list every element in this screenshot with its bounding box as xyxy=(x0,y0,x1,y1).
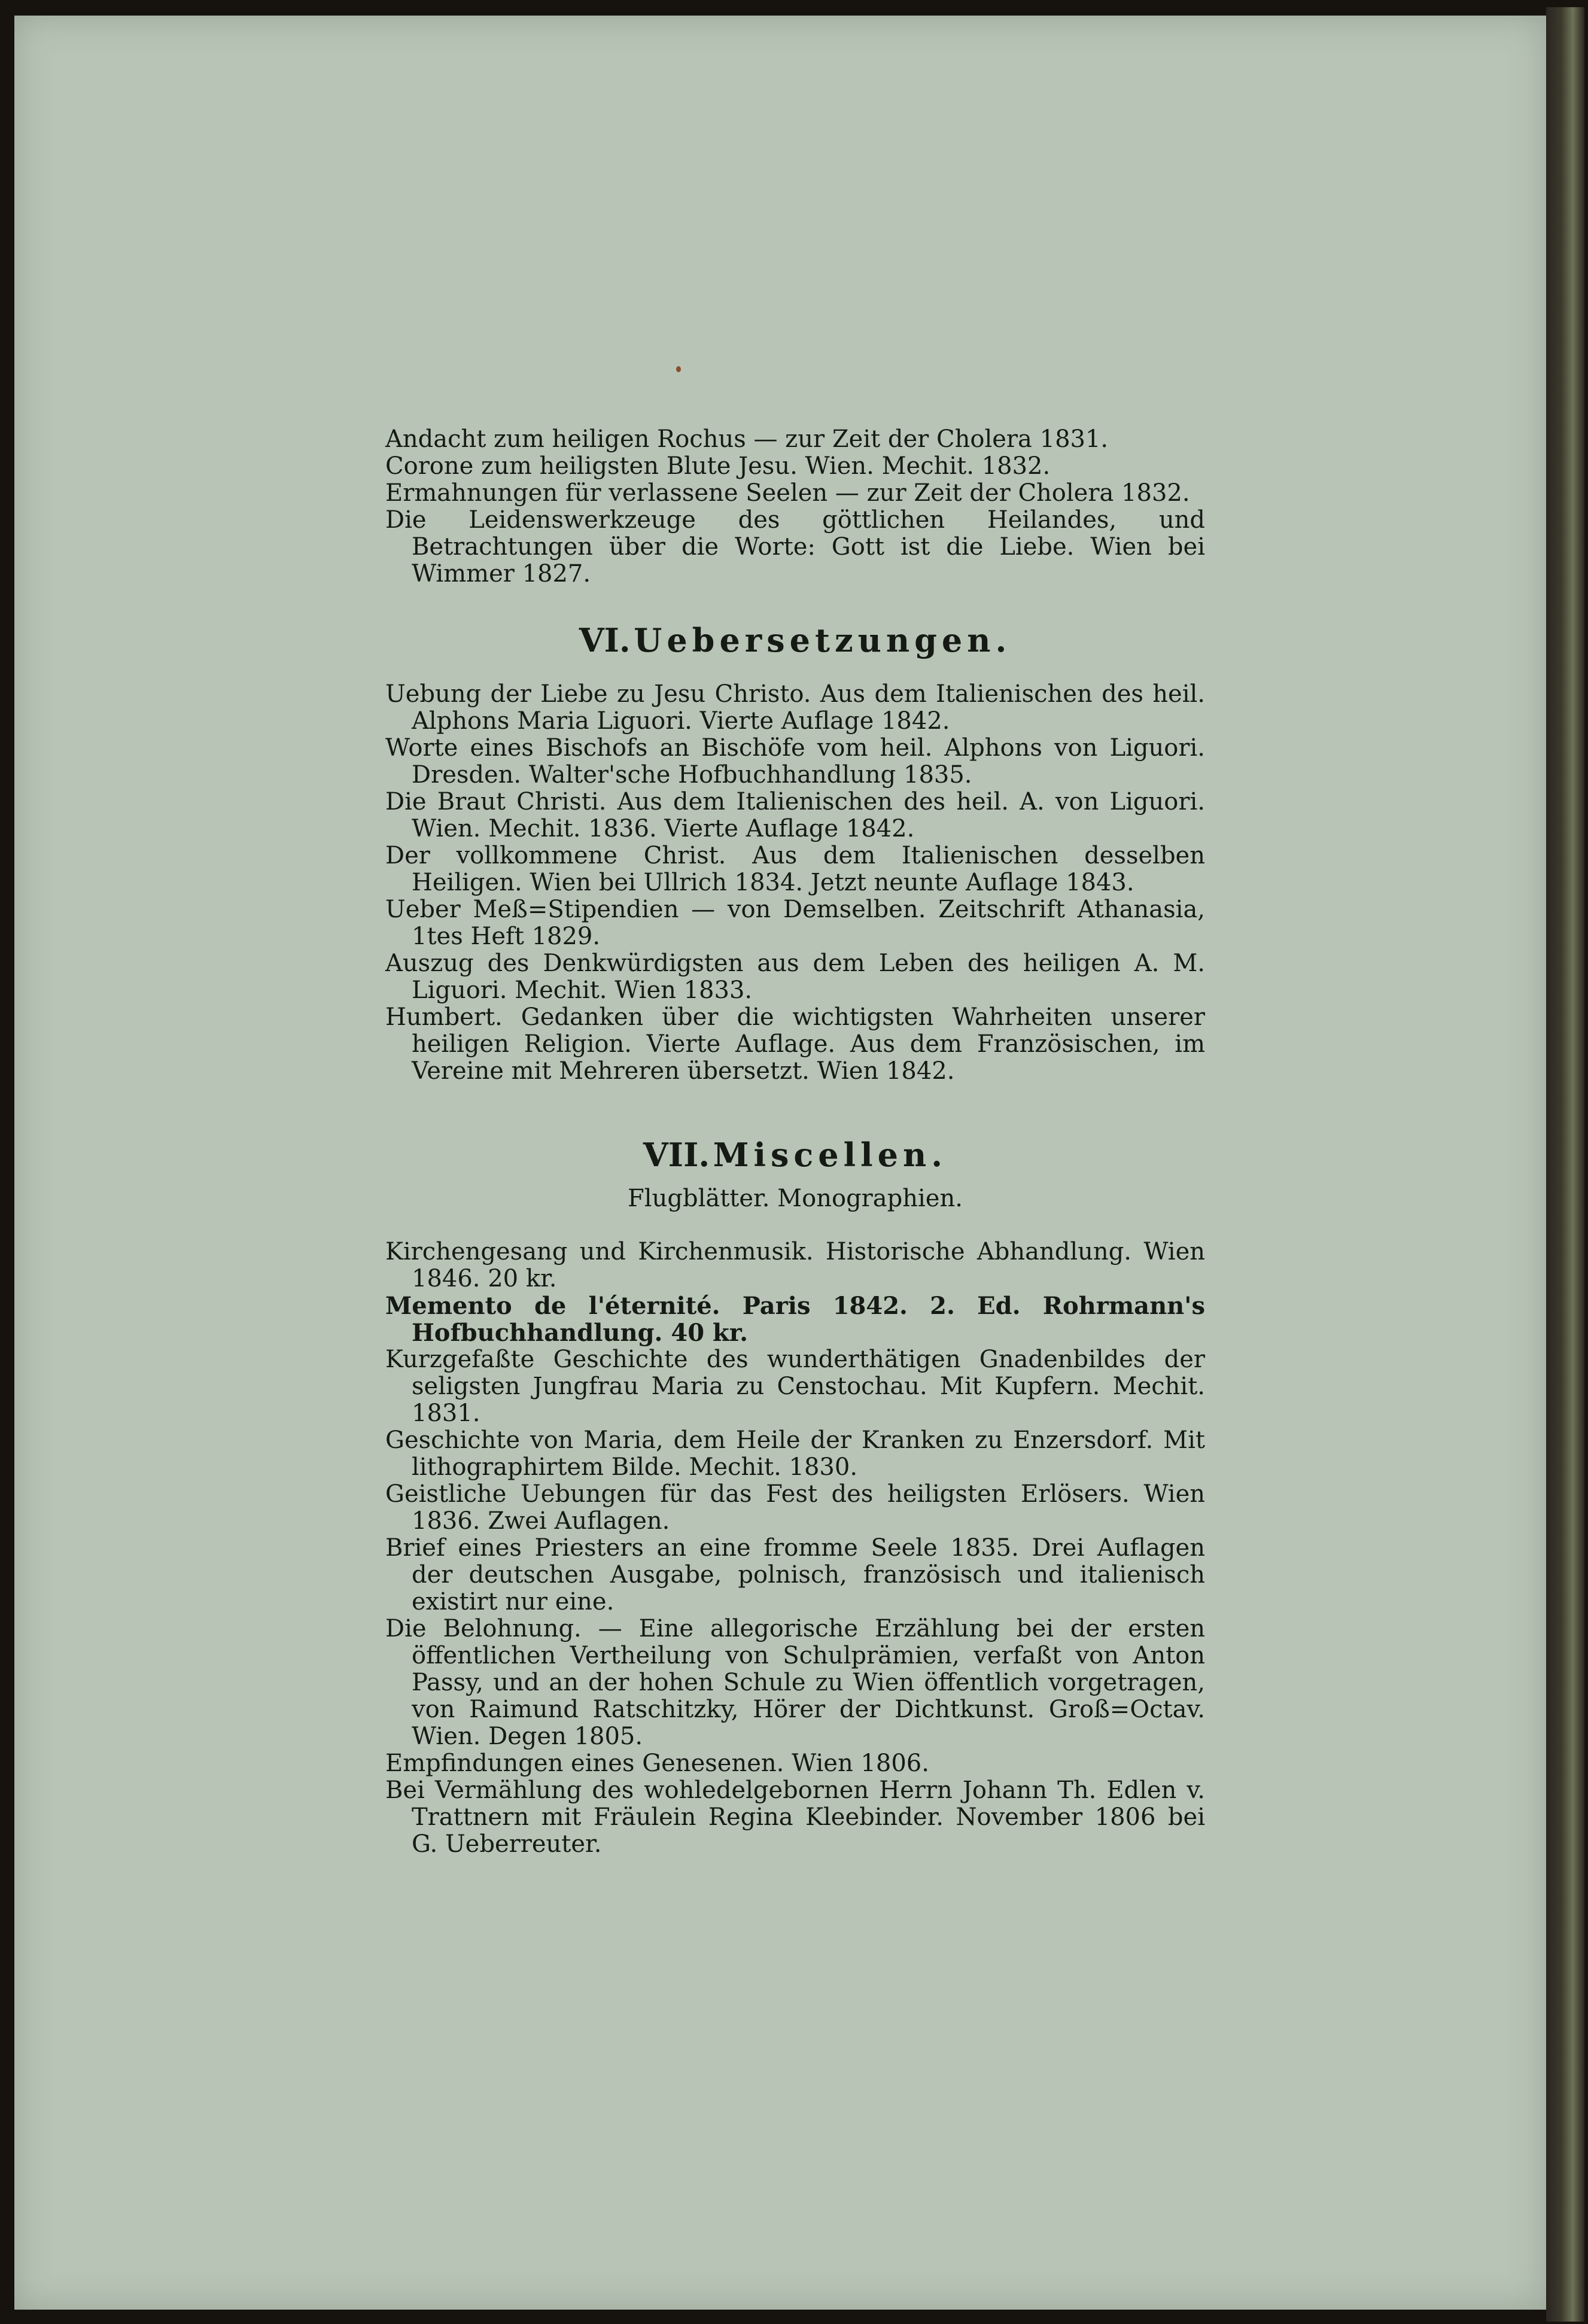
section-number: VI. xyxy=(579,621,631,659)
list-item: Ermahnungen für verlassene Seelen — zur Zeit der Cholera 1832. xyxy=(385,479,1190,507)
list-item: Ueber Meß=Stipendien — von Demselben. Zeitschrift Athanasia, 1tes Heft 1829. xyxy=(385,896,1205,950)
list-item: Bei Vermählung des wohledelgebornen Herrn Johann Th. Edlen v. Trattnern mit Fräulein Regina Kleebinder. November 1806 bei G. Ueberreuter. xyxy=(385,1777,1205,1858)
list-item: Worte eines Bischofs an Bischöfe vom heil. Alphons von Liguori. Dresden. Walter'sche Hofbuchhandlung 1835. xyxy=(385,734,1205,789)
section-vi-entries xyxy=(385,681,1205,1085)
list-item: Kurzgefaßte Geschichte des wunderthätigen Gnadenbildes der seligsten Jungfrau Maria zu Censtochau. Mit Kupfern. Mechit. 1831. xyxy=(385,1346,1205,1427)
section-number: VII. xyxy=(643,1136,710,1174)
list-item: Memento de l'éternité. Paris 1842. 2. Ed. Rohrmann's Hofbuchhandlung. 40 kr. xyxy=(385,1292,1205,1347)
section-vi-heading xyxy=(385,621,1205,659)
list-item: Die Braut Christi. Aus dem Italienischen des heil. A. von Liguori. Wien. Mechit. 1836. Vierte Auflage 1842. xyxy=(385,788,1205,842)
page-binding-edge xyxy=(1546,7,1584,2322)
list-item: Kirchengesang und Kirchenmusik. Historische Abhandlung. Wien 1846. 20 kr. xyxy=(385,1238,1205,1292)
list-item: Geistliche Uebungen für das Fest des heiligsten Erlösers. Wien 1836. Zwei Auflagen. xyxy=(385,1480,1205,1535)
paper-speck xyxy=(676,366,681,372)
list-item: Humbert. Gedanken über die wichtigsten Wahrheiten unserer heiligen Religion. Vierte Auflage. Aus dem Französischen, im Vereine mit Mehreren übersetzt. Wien 1842. xyxy=(385,1003,1205,1085)
section-vii-heading xyxy=(385,1136,1205,1174)
list-item: Empfindungen eines Genesenen. Wien 1806. xyxy=(385,1750,929,1777)
list-item: Andacht zum heiligen Rochus — zur Zeit der Cholera 1831. xyxy=(385,425,1109,453)
list-item: Auszug des Denkwürdigsten aus dem Leben des heiligen A. M. Liguori. Mechit. Wien 1833. xyxy=(385,950,1205,1004)
top-section xyxy=(385,426,1205,588)
list-item: Geschichte von Maria, dem Heile der Kranken zu Enzersdorf. Mit lithographirtem Bilde. Mechit. 1830. xyxy=(385,1426,1205,1481)
list-item: Uebung der Liebe zu Jesu Christo. Aus dem Italienischen des heil. Alphons Maria Liguori. Vierte Auflage 1842. xyxy=(385,680,1205,735)
section-vii-subtitle: Flugblätter. Monographien. xyxy=(628,1185,963,1212)
list-item: Corone zum heiligsten Blute Jesu. Wien. Mechit. 1832. xyxy=(385,452,1051,480)
section-vii-entries xyxy=(385,1239,1205,1858)
list-item: Die Belohnung. — Eine allegorische Erzählung bei der ersten öffentlichen Vertheilung von Schulprämien, verfaßt von Anton Passy, und an der hohen Schule zu Wien öffentlich vorgetragen, von Raimund Ratschitzky, Hörer der Dichtkunst. Groß=Octav. Wien. Degen 1805. xyxy=(385,1615,1205,1750)
section-title: Uebersetzungen. xyxy=(634,621,1012,659)
list-item: Die Leidenswerkzeuge des göttlichen Heilandes, und Betrachtungen über die Worte: Gott ist die Liebe. Wien bei Wimmer 1827. xyxy=(385,506,1205,588)
list-item: Brief eines Priesters an eine fromme Seele 1835. Drei Auflagen der deutschen Ausgabe, polnisch, französisch und italienisch existirt nur eine. xyxy=(385,1534,1205,1616)
list-item: Der vollkommene Christ. Aus dem Italienischen desselben Heiligen. Wien bei Ullrich 1834. Jetzt neunte Auflage 1843. xyxy=(385,842,1205,896)
section-title: Miscellen. xyxy=(713,1136,948,1174)
